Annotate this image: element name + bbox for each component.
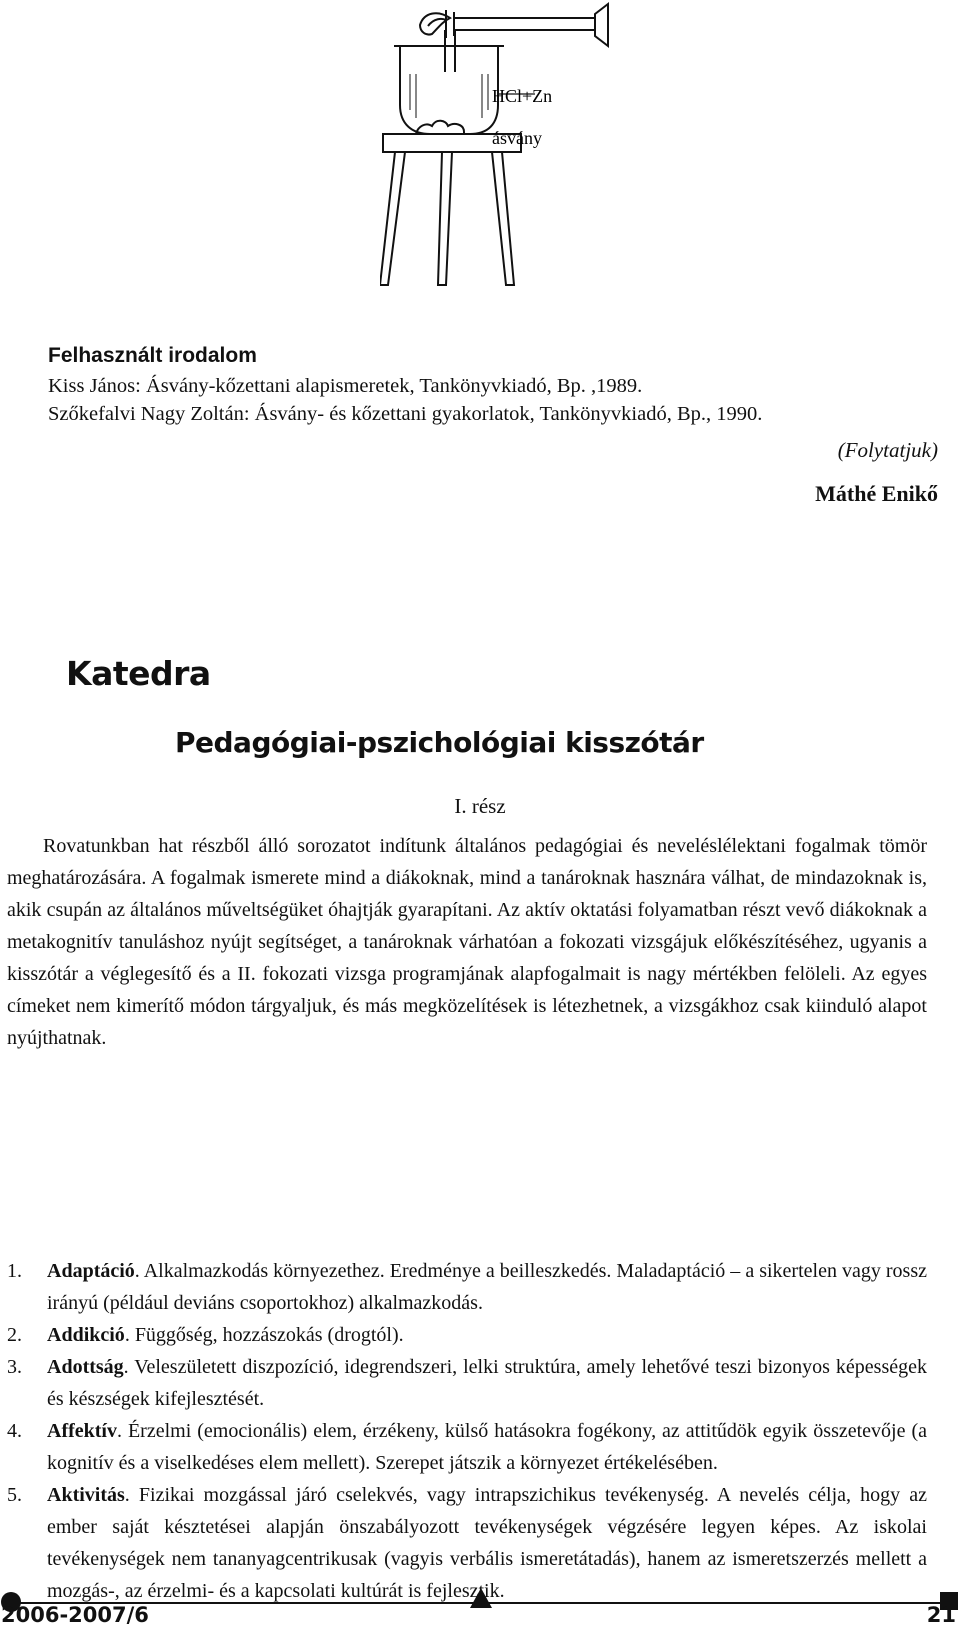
article-title: Pedagógiai-pszichológiai kisszótár	[175, 726, 704, 759]
entry-definition: . Érzelmi (emocionális) elem, érzékeny, külső hatásokra fogékony, az attitűdök egyik összetevője (a kognitív és a viselkedéses elem mellett). Szerepet játszik a környezet értékelésében.	[47, 1420, 927, 1474]
glossary-list	[7, 1255, 927, 1607]
entry-number: 2.	[7, 1324, 22, 1346]
references-section	[48, 344, 928, 428]
entry-definition: . Fizikai mozgással járó cselekvés, vagy intrapszichikus tevékenység. A nevelés célja, hogy az ember saját késztetései alapján önszabályozott tevékenységek végzésére legyen képes. Az iskolai tevékenységek nem tananyagcentrikusak (vagyis verbális ismeretátadás), hanem az ismeretszerzés mellett a mozgás-, az érzelmi- és a kapcsolati kultúrát is fejlesztik.	[47, 1484, 927, 1602]
entry-number: 5.	[7, 1484, 22, 1506]
glossary-entry	[7, 1255, 927, 1319]
flask	[400, 46, 498, 134]
chemistry-apparatus-figure	[380, 0, 680, 290]
entry-number: 1.	[7, 1260, 22, 1282]
triangle-icon	[470, 1588, 492, 1608]
entry-term: Affektív	[47, 1420, 117, 1442]
entry-number: 4.	[7, 1420, 22, 1442]
glossary-entry	[7, 1479, 927, 1607]
issue-number: 2006-2007/6	[1, 1603, 149, 1627]
figure-label-reagent: HCl+Zn	[492, 86, 553, 106]
author-name: Máthé Enikő	[815, 481, 938, 506]
glossary-entry	[7, 1415, 927, 1479]
glossary-entry	[7, 1319, 927, 1351]
entry-definition: . Függőség, hozzászokás (drogtól).	[124, 1324, 404, 1346]
section-title: Katedra	[66, 654, 211, 693]
entry-term: Adaptáció	[47, 1260, 135, 1282]
intro-paragraph: Rovatunkban hat részből álló sorozatot indítunk általános pedagógiai és neveléslélektani fogalmak tömör meghatározására. A fogalmak ismerete mind a diákoknak, mind a tanároknak hasznára válhat, de mindazoknak is, akik csupán az általános műveltségüket óhajtják gyarapítani. Az aktív oktatási folyamatban részt vevő diákoknak a metakognitív tanuláshoz nyújt segítséget, a tanároknak várhatóan a fokozati vizsgájuk előkészítéséhez, ugyanis a kisszótár a véglegesítő és a II. fokozati vizsga programjának alapfogalmait is nagy mértékben felöleli. Az egyes címeket nem kimerítő módon tárgyaljuk, és más megközelítések is létezhetnek, a vizsgákhoz csak kiinduló alapot nyújthatnak.	[7, 835, 927, 1049]
reference-item: Szőkefalvi Nagy Zoltán: Ásvány- és kőzettani gyakorlatok, Tankönyvkiadó, Bp., 1990.	[48, 403, 763, 425]
figure-label-mineral: ásvány	[492, 128, 542, 148]
references-heading: Felhasznált irodalom	[48, 344, 257, 367]
continued-note: (Folytatjuk)	[837, 438, 938, 462]
glossary-entry	[7, 1351, 927, 1415]
entry-term: Adottság	[47, 1356, 124, 1378]
tripod-leg	[380, 152, 405, 285]
entry-term: Aktivitás	[47, 1484, 125, 1506]
tripod-leg	[492, 152, 514, 285]
entry-definition: . Alkalmazkodás környezethez. Eredménye a beilleszkedés. Maladaptáció – a sikertelen vagy rossz irányú (például deviáns csoportokhoz) alkalmazkodás.	[47, 1260, 927, 1314]
part-label: I. rész	[454, 794, 506, 818]
entry-number: 3.	[7, 1356, 22, 1378]
reference-item: Kiss János: Ásvány-kőzettani alapismeretek, Tankönyvkiadó, Bp. ,1989.	[48, 375, 643, 397]
entry-term: Addikció	[47, 1324, 125, 1346]
mineral-icon	[416, 121, 464, 134]
entry-definition: . Veleszületett diszpozíció, idegrendszeri, lelki struktúra, amely lehetővé teszi bizonyos képességek és készségek kifejlesztését.	[47, 1356, 927, 1410]
tripod-leg	[438, 152, 452, 285]
page-number: 21	[926, 1603, 956, 1627]
